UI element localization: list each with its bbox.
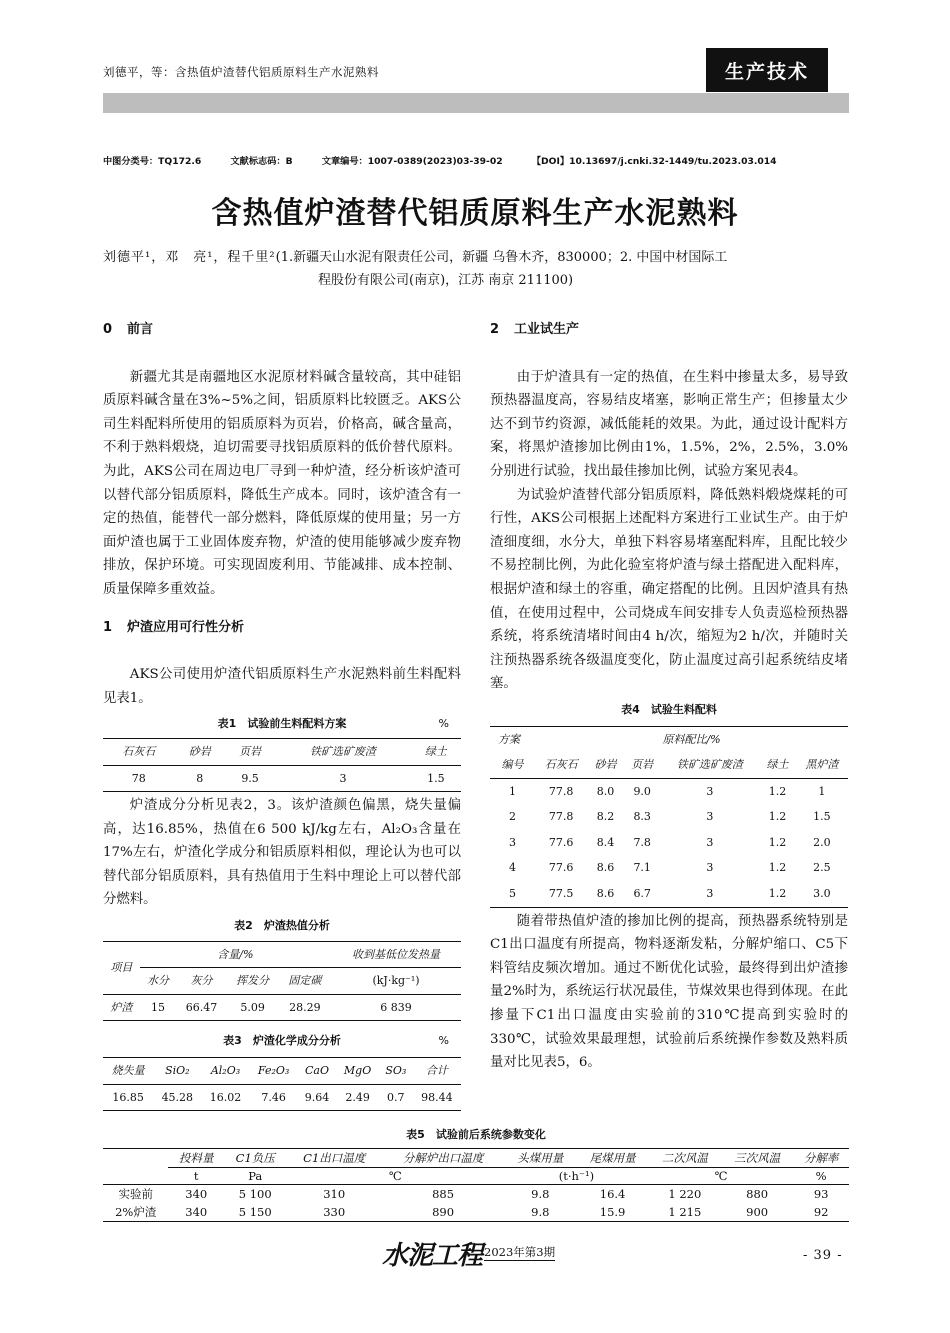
- table-3-column-header: CaO: [304, 1064, 329, 1078]
- table-3-unit: %: [438, 1034, 449, 1048]
- header-band: [103, 93, 849, 113]
- table-1-caption: [103, 712, 461, 736]
- table-row: [103, 1203, 849, 1222]
- table-5: [103, 1126, 849, 1222]
- table-cell: 8.3: [633, 810, 651, 824]
- table-3-header-row: [103, 1058, 461, 1085]
- table-row: [490, 881, 848, 907]
- affiliation-2: 程股份有限公司(南京)，江苏 南京 211100): [318, 273, 574, 288]
- table-cell: 16.4: [599, 1187, 626, 1201]
- table-4-column-header: 石灰石: [544, 758, 578, 772]
- table-cell: 9.5: [241, 771, 259, 785]
- table-cell: 45.28: [161, 1090, 194, 1104]
- table-3-column-header: Al₂O₃: [210, 1064, 241, 1078]
- table-cell: 实验前: [118, 1187, 153, 1201]
- table-5-column-header: 投料量: [168, 1149, 224, 1168]
- table-cell: 77.8: [548, 810, 574, 824]
- table-cell: 330: [323, 1205, 346, 1219]
- section-1-number: 1: [103, 619, 113, 635]
- table-cell: 2.5: [813, 861, 831, 875]
- table-cell: 6.7: [633, 887, 651, 901]
- journal-issue: 2023年第3期: [484, 1245, 556, 1259]
- table-5-caption: 表5 试验前后系统参数变化: [406, 1128, 546, 1141]
- table-cell: 3.0: [813, 887, 831, 901]
- table-cell: 1.2: [768, 835, 787, 849]
- table-3-caption: [103, 1029, 461, 1053]
- table-4-column-header: 砂岩: [594, 758, 617, 772]
- table-4-column-header: 编号: [501, 758, 524, 772]
- table-cell: 890: [432, 1205, 455, 1219]
- table-2-heat-unit: (kJ·kg⁻¹): [372, 974, 420, 988]
- doi: 【DOI】10.13697/j.cnki.32-1449/tu.2023.03.014: [531, 156, 777, 167]
- section-0-heading: [103, 318, 461, 342]
- table-cell: 8.6: [596, 861, 615, 875]
- page-number: - 39 -: [803, 1248, 843, 1263]
- section-0-title: 前言: [127, 322, 154, 337]
- table-cell: 9.8: [531, 1187, 550, 1201]
- table-cell: 3: [339, 771, 347, 785]
- table-cell: 78: [131, 771, 146, 785]
- table-cell: 93: [813, 1187, 829, 1201]
- table-cell: 1 215: [668, 1205, 702, 1219]
- table-5-unit: (t·h⁻¹): [558, 1169, 595, 1183]
- table-4-ratio-header: 原料配比/%: [662, 732, 721, 746]
- table-cell: 1.2: [768, 810, 787, 824]
- table-cell: 3: [706, 861, 714, 875]
- table-cell: 8.2: [596, 810, 615, 824]
- table-4-column-header: 黑炉渣: [805, 758, 839, 772]
- table-5-unit: ℃: [714, 1169, 728, 1183]
- table-5-column-header: C1负压: [224, 1149, 286, 1168]
- table-cell: 77.5: [548, 887, 574, 901]
- table-cell: 5 150: [238, 1205, 272, 1219]
- clc-number: 中图分类号：TQ172.6: [103, 156, 202, 167]
- table-2-column-header: 挥发分: [236, 974, 270, 988]
- table-row: [103, 1084, 461, 1111]
- table-5-column-header: 分解率: [793, 1149, 849, 1168]
- running-head: 刘德平，等：含热值炉渣替代铝质原料生产水泥熟料: [103, 65, 379, 79]
- table-cell: 77.6: [548, 861, 574, 875]
- table-cell: 8.6: [596, 887, 615, 901]
- table-2-subheader-row: [103, 968, 461, 995]
- table-cell: 9.0: [633, 784, 651, 798]
- table-cell: 900: [746, 1205, 769, 1219]
- table-cell: 3: [706, 887, 714, 901]
- table-cell: 0.7: [387, 1090, 405, 1104]
- table-cell: 15.9: [599, 1205, 626, 1219]
- table-1-column-header: 铁矿选矿废渣: [309, 744, 376, 758]
- table-4-scheme-header: 方案: [498, 732, 520, 746]
- table-cell: 16.02: [209, 1090, 242, 1104]
- intro-paragraph: 新疆尤其是南疆地区水泥原材料碱含量较高，其中硅铝质原料碱含量在3%~5%之间，铝质原料比较匮乏。AKS公司生料配料所使用的铝质原料为页岩，价格高，碱含量高，不利于熟料煅烧，迫切需要寻找铝质原料的低价替代原料。为此，AKS公司在周边电厂寻到一种炉渣，经分析该炉渣可以替代部分铝质原料，降低生产成本。同时，该炉渣含有一定的热值，能替代一部分燃料，降低原煤的使用量；另一方面炉渣也属于工业固体废弃物，炉渣的使用能够减少废弃物排放，保护环境。可实现固废利用、节能减排、成本控制、质量保障多重效益。: [103, 369, 461, 597]
- table-cell: 92: [813, 1205, 829, 1219]
- table-5-corner: [103, 1149, 168, 1168]
- page-title: 含热值炉渣替代铝质原料生产水泥熟料: [211, 196, 739, 231]
- table-cell: 炉渣: [110, 1000, 133, 1014]
- meta-line: [103, 153, 849, 167]
- article-number: 文章编号：1007-0389(2023)03-39-02: [321, 156, 503, 167]
- table-cell: 1 220: [668, 1187, 702, 1201]
- table-cell: 77.8: [548, 784, 574, 798]
- table-1: [103, 712, 461, 792]
- table-3-title: 表3 炉渣化学成分分析: [223, 1034, 341, 1048]
- table-cell: 7.46: [261, 1090, 286, 1104]
- table-cell: 1.5: [427, 771, 445, 785]
- section-2-title: 工业试生产: [514, 322, 580, 337]
- table-4-column-header: 绿土: [766, 758, 789, 772]
- table-cell: 3: [706, 835, 714, 849]
- table-3: [103, 1029, 461, 1111]
- section-0-number: 0: [103, 322, 113, 337]
- table-2-column-header: 固定碳: [288, 974, 322, 988]
- table-cell: 2.49: [345, 1090, 370, 1104]
- table-4-header-row: [490, 752, 848, 778]
- table-cell: 3: [706, 784, 714, 798]
- table-cell: 310: [323, 1187, 346, 1201]
- table-cell: 7.1: [633, 861, 651, 875]
- section-2-number: 2: [490, 322, 500, 337]
- table-4-column-header: 页岩: [631, 758, 654, 772]
- left-column: [103, 318, 461, 1111]
- table-2-heat-header: 收到基低位发热量: [331, 941, 461, 968]
- table-2-column-header: 灰分: [190, 974, 213, 988]
- table-cell: 1.5: [813, 810, 831, 824]
- table-cell: 5.09: [240, 1000, 265, 1014]
- table-cell: 9.8: [531, 1205, 550, 1219]
- table-cell: 15: [151, 1000, 166, 1014]
- table-5-unit: Pa: [248, 1169, 263, 1183]
- table-cell: 9.64: [304, 1090, 330, 1104]
- table-row: [103, 994, 461, 1021]
- table-5-unit: ℃: [388, 1169, 402, 1183]
- journal-logo: 水泥工程: [382, 1241, 483, 1271]
- table-2-caption: 表2 炉渣热值分析: [234, 919, 330, 933]
- table-cell: 16.85: [112, 1090, 144, 1104]
- table-cell: 66.47: [185, 1000, 218, 1014]
- doc-code: 文献标志码：B: [230, 156, 293, 167]
- table-cell: 885: [432, 1187, 455, 1201]
- table-cell: 5 100: [238, 1187, 272, 1201]
- table-5-unit: %: [815, 1169, 827, 1183]
- table-cell: 4: [509, 861, 517, 875]
- section-1-paragraph-2: 炉渣成分分析见表2，3。该炉渣颜色偏黑，烧失量偏高，达16.85%，热值在6 500 kJ/kg左右，Al₂O₃含量在17%左右，炉渣化学成分和铝质原料相似，理论认为也可以替代部分铝质原料，具有热值用于生料中理论上可以替代部分燃料。: [103, 798, 461, 908]
- table-3-column-header: MgO: [343, 1064, 372, 1078]
- table-3-column-header: SiO₂: [165, 1064, 190, 1078]
- table-cell: 3: [509, 835, 517, 849]
- table-cell: 8.4: [596, 835, 615, 849]
- table-row: [490, 830, 848, 856]
- table-5-unit: t: [193, 1169, 199, 1183]
- section-2-paragraph-1: 由于炉渣具有一定的热值，在生料中掺量太多，易导致预热器温度高，容易结皮堵塞，影响正常生产；但掺量太少达不到节约资源，减低能耗的效果。为此，通过设计配料方案，将黑炉渣掺加比例由1%，1.5%，2%，2.5%，3.0%分别进行试验，找出最佳掺加比例，试验方案见表4。: [490, 369, 848, 479]
- table-cell: 28.29: [289, 1000, 321, 1014]
- section-1-heading: [103, 616, 461, 640]
- table-cell: 8: [196, 771, 204, 785]
- table-5-corner: [103, 1168, 168, 1185]
- table-cell: 6 839: [380, 1000, 412, 1014]
- table-cell: 8.0: [596, 784, 615, 798]
- table-5-unit-row: [103, 1168, 849, 1185]
- table-5-column-header: 三次风温: [721, 1149, 793, 1168]
- table-1-column-header: 砂岩: [188, 744, 211, 758]
- table-1-header-row: [103, 738, 461, 765]
- table-3-column-header: 烧失量: [111, 1064, 145, 1078]
- section-2-paragraph-3: 随着带热值炉渣的掺加比例的提高，预热器系统特别是C1出口温度有所提高，物料逐渐发粘，分解炉缩口、C5下料管结皮频次增加。通过不断优化试验，最终得到出炉渣掺量2%时为，系统运行状况最佳，节煤效果也得到体现。在此掺量下C1出口温度由实验前的310℃提高到实验时的330℃，试验效果最理想，试验前后系统操作参数及熟料质量对比见表5，6。: [490, 913, 848, 1071]
- section-2-heading: [490, 318, 848, 342]
- table-row: [490, 778, 848, 804]
- table-cell: 1.2: [768, 887, 787, 901]
- right-column: [490, 318, 848, 1075]
- section-1-title: 炉渣应用可行性分析: [127, 619, 245, 635]
- table-row: [103, 1185, 849, 1204]
- table-1-title: 表1 试验前生料配料方案: [217, 717, 347, 731]
- table-4-column-header: 铁矿选矿废渣: [676, 758, 743, 772]
- table-cell: 1: [509, 784, 517, 798]
- table-row: [490, 804, 848, 830]
- table-5-header-row: [103, 1149, 849, 1168]
- table-cell: 340: [185, 1205, 208, 1219]
- table-2-column-header: 水分: [147, 974, 170, 988]
- section-2-paragraph-2: 为试验炉渣替代部分铝质原料，降低熟料煅烧煤耗的可行性，AKS公司根据上述配料方案进行工业试生产。由于炉渣细度细，水分大，单独下料容易堵塞配料库，且配比较少不易控制比例，为此化验室将炉渣与绿土搭配进入配料库，根据炉渣和绿土的容重，确定搭配的比例。且因炉渣具有热值，在使用过程中，公司烧成车间安排专人负责巡检预热器系统，将系统清堵时间由4 h/次，缩短为2 h/次，并随时关注预热器系统各级温度变化，防止温度过高引起系统结皮堵塞。: [490, 487, 848, 692]
- table-4: [490, 698, 848, 908]
- table-cell: 2: [509, 810, 517, 824]
- table-5-column-header: 尾煤用量: [576, 1149, 648, 1168]
- section-badge: 生产技术: [706, 48, 828, 92]
- table-cell: 2%炉渣: [115, 1205, 157, 1219]
- table-1-column-header: 绿土: [424, 744, 447, 758]
- author-names: 刘德平¹，邓 亮¹，程千里²: [103, 250, 276, 265]
- table-3-column-header: Fe₂O₃: [257, 1064, 290, 1078]
- table-cell: 77.6: [548, 835, 574, 849]
- table-2: [103, 914, 461, 1021]
- table-1-column-header: 石灰石: [122, 744, 156, 758]
- table-5-column-header: 二次风温: [649, 1149, 721, 1168]
- table-5-column-header: C1出口温度: [286, 1149, 382, 1168]
- table-5-column-header: 头煤用量: [504, 1149, 576, 1168]
- table-2-content-header: 含量/%: [140, 941, 331, 968]
- affiliation-1: (1.新疆天山水泥有限责任公司，新疆 乌鲁木齐，830000；2. 中国中材国际工: [275, 250, 728, 265]
- table-cell: 98.44: [421, 1090, 453, 1104]
- table-cell: 7.8: [633, 835, 651, 849]
- table-row: [103, 765, 461, 792]
- table-3-column-header: SO₃: [385, 1064, 407, 1078]
- table-1-unit: %: [438, 717, 449, 731]
- section-1-paragraph-1: AKS公司使用炉渣代铝质原料生产水泥熟料前生料配料见表1。: [103, 667, 461, 706]
- table-5-column-header: 分解炉出口温度: [382, 1149, 504, 1168]
- table-row: [490, 855, 848, 881]
- table-cell: 1.2: [768, 861, 787, 875]
- authors: [103, 246, 849, 292]
- table-cell: 5: [509, 887, 517, 901]
- table-1-column-header: 页岩: [239, 744, 262, 758]
- table-cell: 1.2: [768, 784, 787, 798]
- table-cell: 340: [185, 1187, 208, 1201]
- table-cell: 2.0: [813, 835, 831, 849]
- table-2-item-header: 项目: [103, 941, 140, 994]
- table-cell: 1: [818, 784, 826, 798]
- table-cell: 880: [746, 1187, 769, 1201]
- table-3-column-header: 合计: [425, 1064, 448, 1078]
- table-cell: 3: [706, 810, 714, 824]
- table-4-caption: 表4 试验生料配料: [621, 702, 717, 716]
